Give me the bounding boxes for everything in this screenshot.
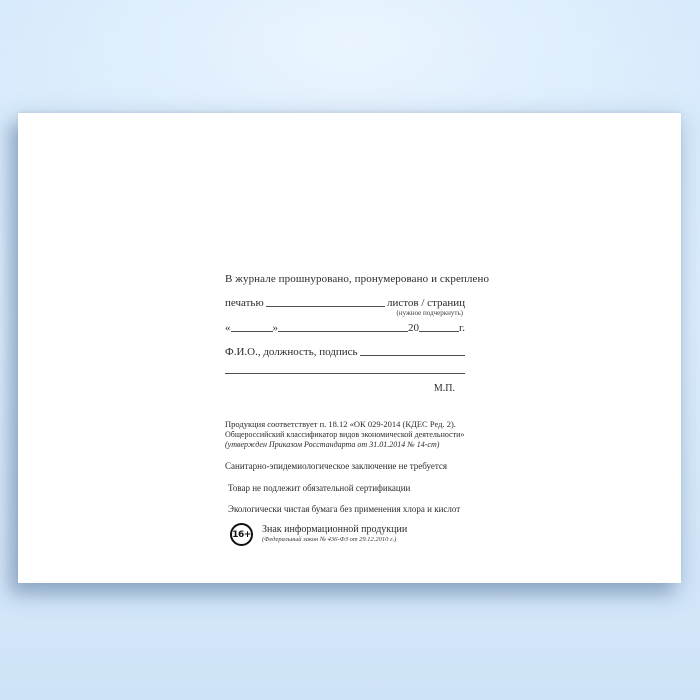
blank-line (360, 346, 465, 356)
stitch-statement: В журнале прошнуровано, пронумеровано и скреплено (225, 273, 490, 285)
signatory-row (225, 345, 465, 358)
year-century: 20 (407, 322, 419, 335)
compliance-line-2: Общероссийский классификатор видов экономической деятельности» (225, 429, 465, 439)
quote-open: « (225, 322, 231, 335)
stamp-place: М.П. (433, 383, 455, 394)
blank-line (419, 322, 459, 332)
page-content (225, 113, 490, 583)
seal-row (225, 296, 465, 309)
sheets-pages-label: листов / страниц (386, 297, 465, 310)
compliance-line-1: Продукция соответствует п. 18.12 «ОК 029-2014 (КДЕС Ред. 2). (225, 419, 456, 429)
age-mark-label: Знак информационной продукции (262, 524, 408, 535)
compliance-line-3: (утвержден Приказом Росстандарта от 31.01.2014 № 14-ст) (225, 440, 440, 449)
compliance-block (225, 419, 465, 451)
underline-note: (нужное подчеркнуть) (396, 309, 463, 317)
blank-line (231, 322, 273, 332)
quote-close: » (272, 322, 278, 335)
blank-line (266, 297, 385, 307)
blank-line (225, 364, 465, 374)
journal-back-page (18, 113, 681, 583)
age-mark-row (225, 523, 465, 546)
seal-prefix-label: печатью (225, 297, 264, 310)
sanitary-note: Санитарно-эпидемиологическое заключение не требуется (225, 461, 448, 471)
age-mark-law: (Федеральный закон № 436-ФЗ от 29.12.2010 г.) (262, 536, 397, 543)
ecology-note: Экологически чистая бумага без применения хлора и кислот (228, 504, 461, 514)
certification-note: Товар не подлежит обязательной сертификации (228, 483, 411, 493)
age-16-plus-icon: 16+ (230, 523, 253, 546)
signature-line-row (225, 363, 465, 373)
year-suffix: г. (458, 322, 465, 335)
date-row (225, 321, 465, 334)
blank-line (278, 322, 408, 332)
signatory-label: Ф.И.О., должность, подпись (225, 346, 358, 359)
age-mark-text (262, 523, 407, 543)
